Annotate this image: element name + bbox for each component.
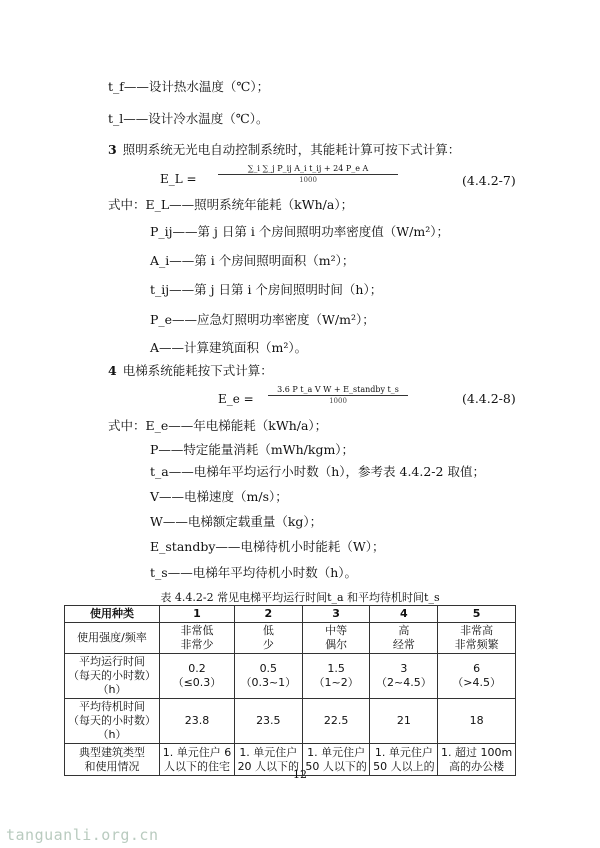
- table-row: [65, 623, 516, 654]
- formula-denominator: 1000: [299, 176, 317, 184]
- table-cell-line: 21: [396, 714, 411, 727]
- table-cell-line: 中等: [325, 624, 348, 637]
- where-Ai: A_i——第 i 个房间照明面积（m²）；: [150, 253, 355, 268]
- table-cell-line: （0.3~1）: [240, 676, 297, 689]
- table-cell-line: 1.5: [327, 662, 345, 675]
- table-cell-line: 20 人以下的: [237, 759, 300, 773]
- table-row: [65, 699, 516, 744]
- formula-lhs: E_L =: [160, 172, 197, 186]
- table-row-head: [65, 699, 160, 744]
- table-header-cell: 使用种类: [65, 606, 160, 623]
- table-cell-line: 高的办公楼: [449, 759, 505, 773]
- table-cell-line: 6: [473, 662, 481, 675]
- formula-4-4-2-7: [160, 162, 410, 196]
- table-cell: [370, 654, 438, 699]
- table-cell: [234, 623, 302, 654]
- row-head-line: （每天的小时数）: [68, 714, 156, 727]
- where-tij: t_ij——第 j 日第 i 个房间照明时间（h）；: [150, 282, 383, 297]
- table-cell: [160, 623, 235, 654]
- table-header-cell: 1: [160, 606, 235, 623]
- table-cell: [234, 654, 302, 699]
- page-number: 12: [293, 768, 307, 781]
- table-cell-line: 少: [262, 638, 274, 651]
- formula-fraction: [218, 164, 398, 185]
- where-W: W——电梯额定载重量（kg）；: [150, 514, 323, 529]
- formula-lhs: E_e =: [218, 392, 254, 406]
- table-cell-line: 非常少: [180, 638, 214, 651]
- table-cell-line: 50 人以下的: [305, 759, 367, 773]
- table-cell: [302, 623, 370, 654]
- table-caption: 表 4.4.2-2 常见电梯平均运行时间t_a 和平均待机时间t_s: [160, 591, 440, 604]
- table-cell-line: 3: [400, 662, 408, 675]
- where-ts: t_s——电梯年平均待机小时数（h）。: [150, 565, 357, 580]
- table-cell: [438, 699, 516, 744]
- formula-4-4-2-8: [218, 383, 418, 417]
- watermark: tanguanli.org.cn: [6, 826, 159, 844]
- where-EL: 式中：E_L——照明系统年能耗（kWh/a）；: [108, 197, 354, 212]
- where-Ee: 式中：E_e——年电梯能耗（kWh/a）；: [108, 418, 328, 433]
- table-cell: [160, 699, 235, 744]
- table-header-row: [65, 606, 516, 623]
- table-cell-line: （>4.5）: [452, 676, 501, 689]
- table-cell-line: 偶尔: [325, 638, 348, 651]
- row-head-line: 使用强度/频率: [77, 631, 147, 644]
- formula-denominator: 1000: [329, 397, 347, 405]
- row-head-line: （h）: [97, 683, 127, 696]
- table-body: [65, 623, 516, 776]
- equation-number: (4.4.2-8): [462, 391, 516, 406]
- table-cell-line: 0.5: [259, 662, 278, 675]
- where-Estandby: E_standby——电梯待机小时能耗（W）；: [150, 539, 385, 554]
- table-cell: [370, 623, 438, 654]
- table-cell-line: 高: [398, 624, 410, 637]
- formula-numerator: ∑_i ∑_j P_ij A_i t_ij + 24 P_e A: [218, 164, 398, 175]
- item-3: [108, 142, 460, 158]
- table-cell-line: 0.2: [188, 662, 206, 675]
- row-head-line: （每天的小时数）: [68, 669, 156, 682]
- where-P: P——特定能量消耗（mWh/kgm）；: [150, 442, 355, 457]
- table-cell-line: 低: [262, 624, 274, 637]
- table-cell-line: 非常高: [460, 624, 494, 637]
- where-ta: t_a——电梯年平均运行小时数（h），参考表 4.4.2-2 取值；: [150, 464, 485, 479]
- table-cell: [438, 623, 516, 654]
- table-cell-line: 18: [469, 714, 484, 727]
- table-cell-line: 1. 单元住户: [239, 745, 298, 759]
- table-header-cell: 2: [234, 606, 302, 623]
- item-4: [108, 363, 273, 379]
- definition-tl: t_l——设计冷水温度（℃）。: [108, 111, 269, 126]
- table-cell: [370, 699, 438, 744]
- table-cell-line: 1. 单元住户: [307, 745, 366, 759]
- row-head-line: （h）: [97, 728, 127, 741]
- row-head-line: 典型建筑类型: [79, 745, 145, 759]
- where-A: A——计算建筑面积（m²）。: [150, 340, 308, 355]
- table-cell-line: 非常频繁: [454, 638, 499, 651]
- where-Pij: P_ij——第 j 日第 i 个房间照明功率密度值（W/m²）；: [150, 224, 449, 239]
- row-head-line: 和使用情况: [84, 759, 140, 773]
- table-header-cell: 5: [438, 606, 516, 623]
- table-cell-line: 非常低: [180, 624, 214, 637]
- table-cell-line: 1. 单元住户 6: [162, 745, 232, 759]
- table-header-cell: 4: [370, 606, 438, 623]
- table-cell-line: 经常: [392, 638, 415, 651]
- table-cell: [302, 699, 370, 744]
- table-row-head: [65, 654, 160, 699]
- elevator-time-table: [64, 605, 516, 776]
- table-cell-line: 1. 单元住户: [374, 745, 433, 759]
- table-cell-line: 50 人以上的: [373, 759, 435, 773]
- equation-number: (4.4.2-7): [462, 173, 516, 188]
- where-Pe: P_e——应急灯照明功率密度（W/m²）；: [150, 312, 375, 327]
- table-cell-line: 1. 超过 100m: [441, 745, 513, 759]
- item-3-text: 照明系统无光电自动控制系统时，其能耗计算可按下式计算：: [122, 142, 461, 157]
- row-head-line: 平均运行时间: [79, 655, 145, 668]
- where-V: V——电梯速度（m/s）；: [150, 489, 288, 504]
- formula-numerator: 3.6 P t_a V W + E_standby t_s: [268, 385, 408, 396]
- table-cell-line: （≤0.3）: [172, 676, 222, 689]
- table-cell-line: 人以下的住宅: [163, 759, 230, 773]
- table-cell: [234, 699, 302, 744]
- table-cell-line: （2~4.5）: [376, 676, 432, 689]
- table-header-cell: 3: [302, 606, 370, 623]
- table-cell: [302, 654, 370, 699]
- table-cell: [160, 654, 235, 699]
- formula-fraction: [268, 385, 408, 406]
- table-cell: [438, 654, 516, 699]
- table-cell-line: （1~2）: [313, 676, 359, 689]
- item-3-number: 3: [108, 142, 117, 157]
- table-cell-line: 23.5: [256, 714, 281, 727]
- table-cell-line: 22.5: [323, 714, 349, 727]
- table-row-head: [65, 623, 160, 654]
- table-row: [65, 654, 516, 699]
- item-4-text: 电梯系统能耗按下式计算：: [122, 363, 273, 378]
- item-4-number: 4: [108, 363, 117, 378]
- definition-tf: t_f——设计热水温度（℃）；: [108, 79, 270, 94]
- row-head-line: 平均待机时间: [79, 700, 145, 713]
- table-cell-line: 23.8: [184, 714, 210, 727]
